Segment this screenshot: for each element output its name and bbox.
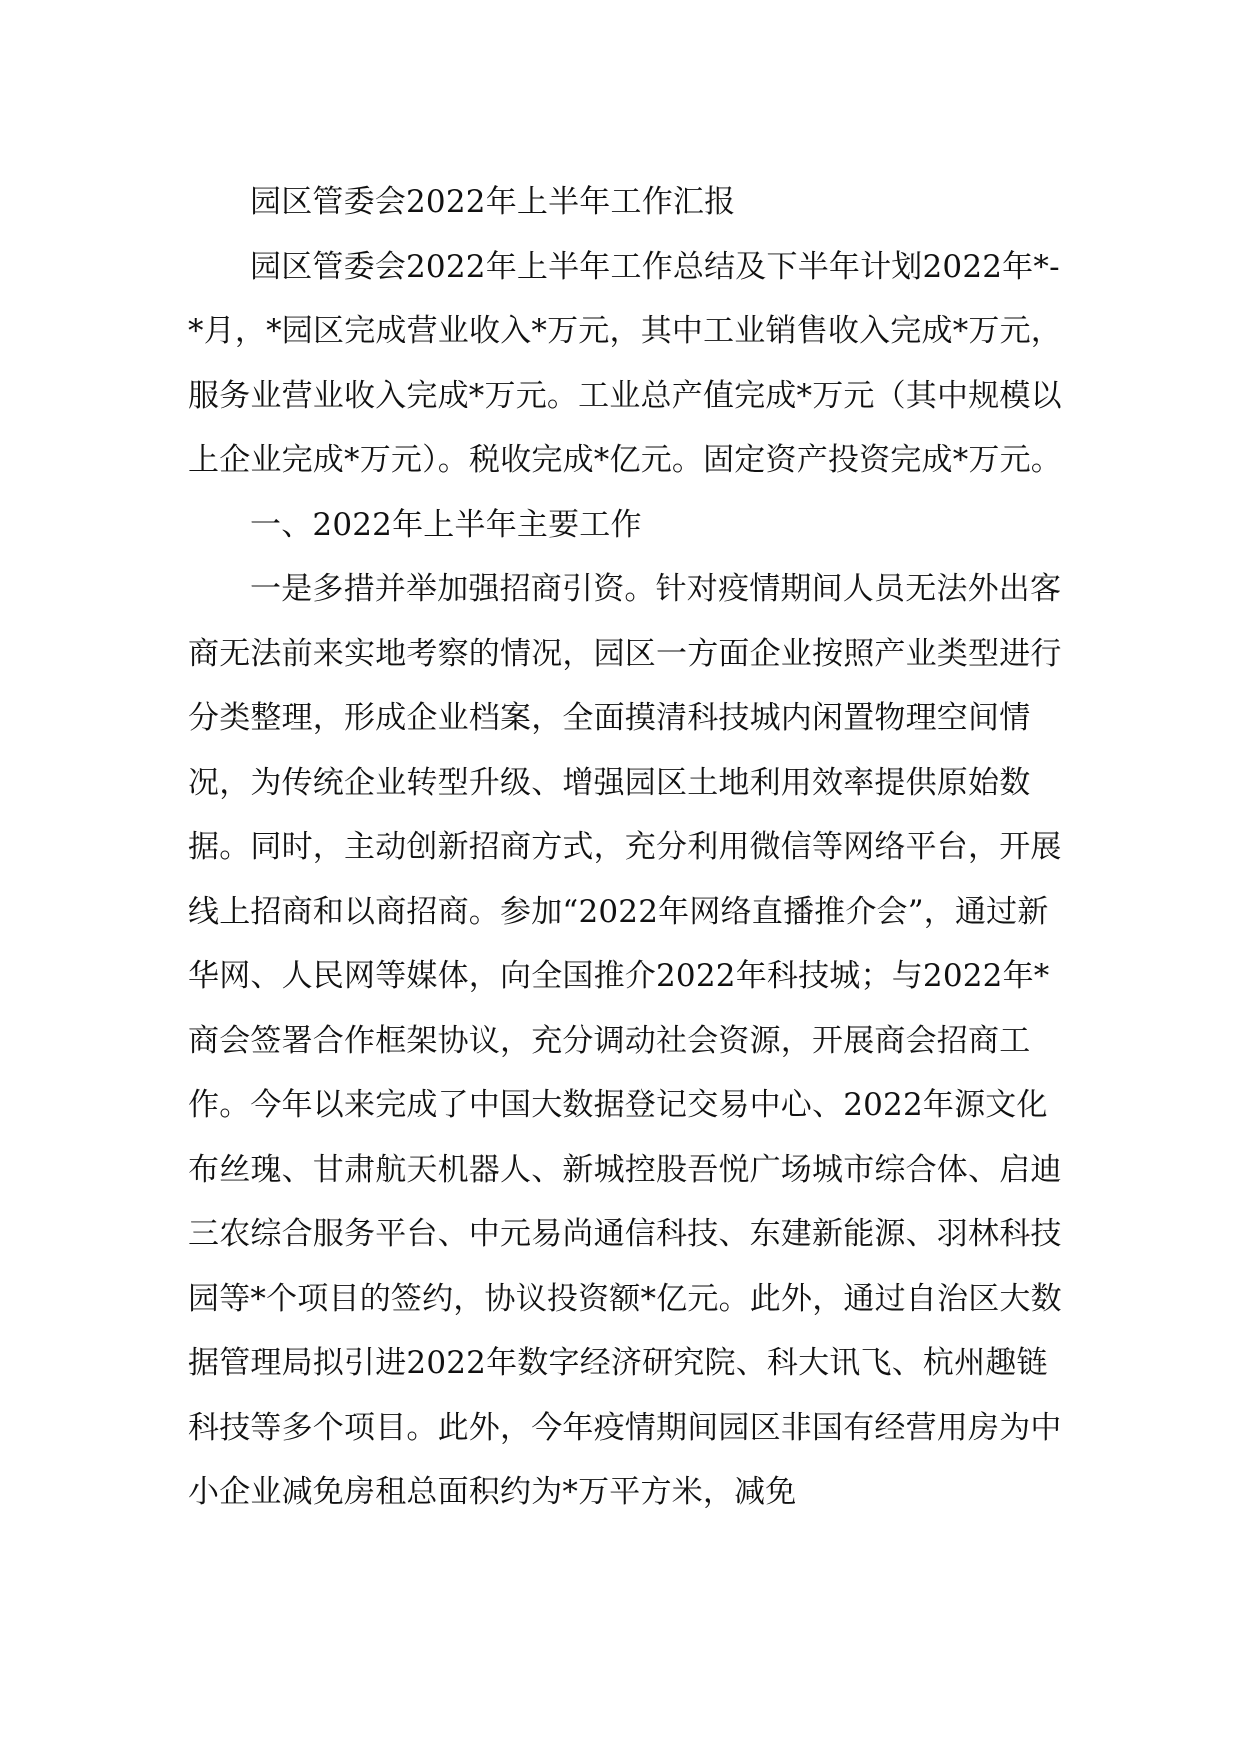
summary-paragraph: 园区管委会2022年上半年工作总结及下半年计划2022年*-*月，*园区完成营业收入*万元，其中工业销售收入完成*万元，服务业营业收入完成*万元。工业总产值完成*万元（其中规模以上企业完成*万元）。税收完成*亿元。固定资产投资完成*万元。 xyxy=(188,248,1062,478)
section-heading: 一、2022年上半年主要工作 xyxy=(250,506,642,543)
document-title: 园区管委会2022年上半年工作汇报 xyxy=(250,184,736,220)
document-body xyxy=(188,170,1068,1525)
body-paragraph: 一是多措并举加强招商引资。针对疫情期间人员无法外出客商无法前来实地考察的情况，园区一方面企业按照产业类型进行分类整理，形成企业档案，全面摸清科技城内闲置物理空间情况，为传统企业转型升级、增强园区土地利用效率提供原始数据。同时，主动创新招商方式，充分利用微信等网络平台，开展线上招商和以商招商。参加“2022年网络直播推介会”，通过新华网、人民网等媒体，向全国推介2022年科技城；与2022年*商会签署合作框架协议，充分调动社会资源，开展商会招商工作。今年以来完成了中国大数据登记交易中心、2022年源文化布丝瑰、甘肃航天机器人、新城控股吾悦广场城市综合体、启迪三农综合服务平台、中元易尚通信科技、东建新能源、羽林科技园等*个项目的签约，协议投资额*亿元。此外，通过自治区大数据管理局拟引进2022年数字经济研究院、科大讯飞、杭州趣链科技等多个项目。此外，今年疫情期间园区非国有经营用房为中小企业减免房租总面积约为*万平方米，减免 xyxy=(188,571,1062,1510)
